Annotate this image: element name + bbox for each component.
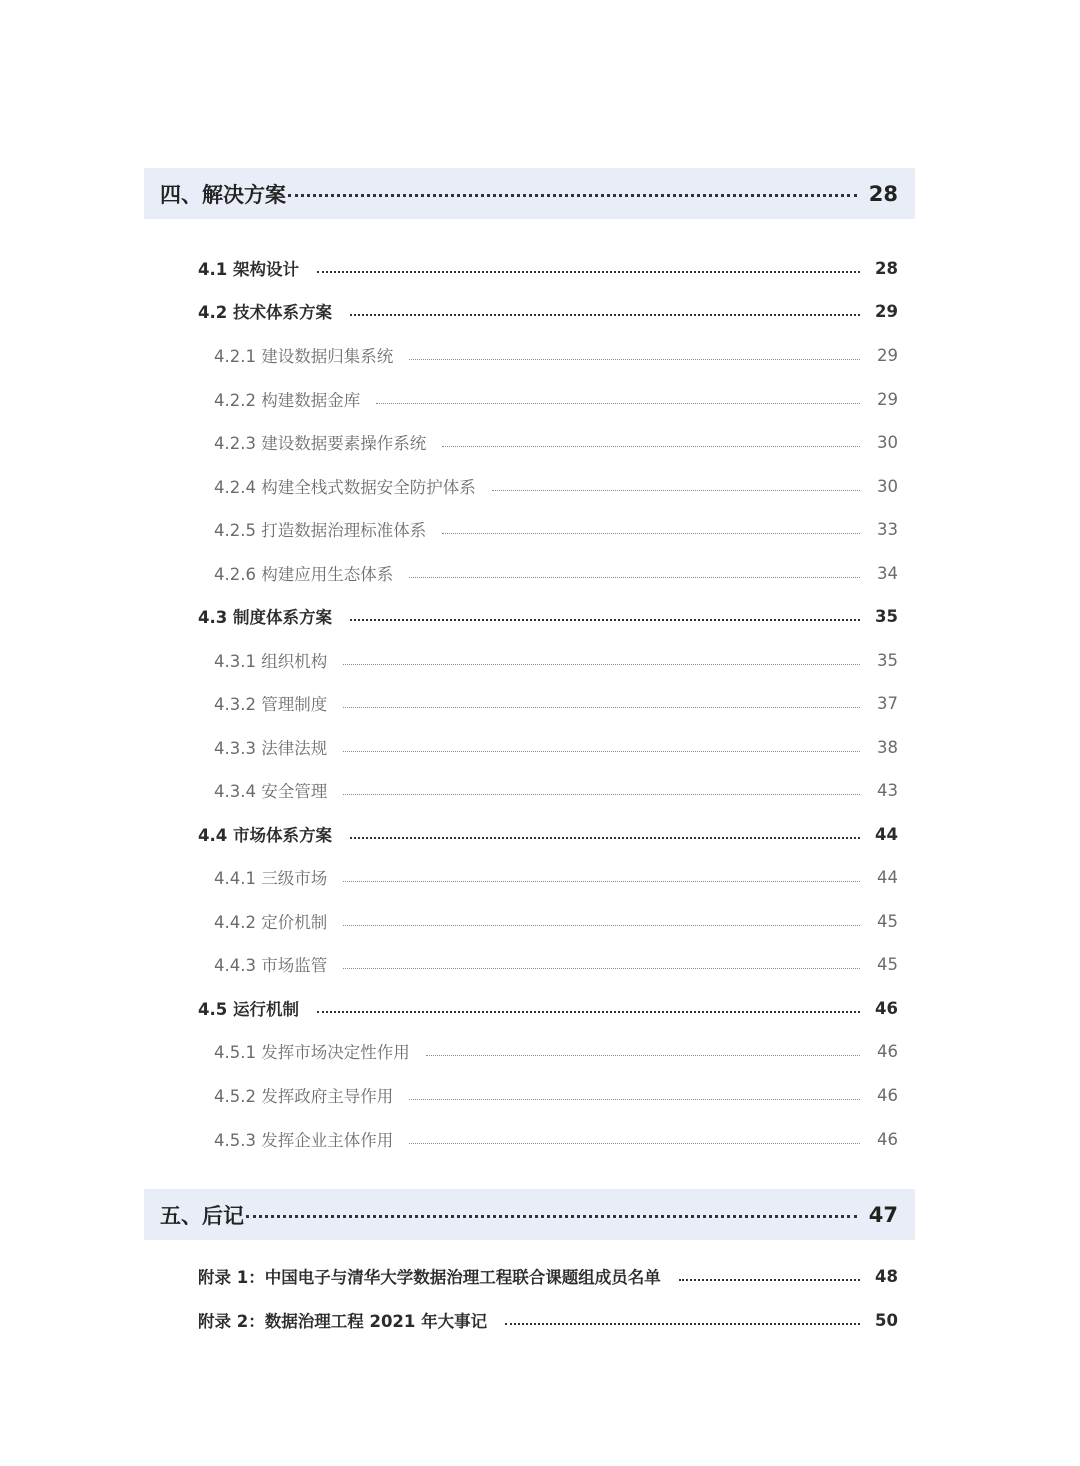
page-number: 35 — [877, 650, 898, 670]
dot-leader — [442, 446, 860, 447]
entry-title: 4.3.3 法律法规 — [214, 739, 328, 758]
page-number: 48 — [875, 1266, 898, 1286]
dot-leader — [505, 1323, 860, 1325]
page-number: 37 — [877, 693, 898, 713]
toc-entry-4-4-2[interactable] — [214, 906, 898, 936]
entry-title: 4.2.5 打造数据治理标准体系 — [214, 521, 427, 540]
page-number: 44 — [877, 867, 898, 887]
page-number: 50 — [875, 1310, 898, 1330]
page-number: 29 — [877, 389, 898, 409]
entry-title: 4.4.1 三级市场 — [214, 869, 328, 888]
toc-entry-4-3-3[interactable] — [214, 732, 898, 762]
entry-title: 4.2.6 构建应用生态体系 — [214, 565, 394, 584]
entry-title: 4.5.2 发挥政府主导作用 — [214, 1087, 394, 1106]
page-number: 30 — [877, 432, 898, 452]
toc-entry-4-2-3[interactable] — [214, 427, 898, 457]
dot-leader — [343, 794, 860, 795]
toc-entry-4-4-1[interactable] — [214, 862, 898, 892]
page-number: 28 — [875, 258, 898, 278]
dot-leader — [442, 533, 860, 534]
dot-leader — [246, 1215, 857, 1218]
toc-entry-4-4-3[interactable] — [214, 949, 898, 979]
entry-title: 4.3 制度体系方案 — [198, 608, 332, 627]
toc-appendix-2[interactable] — [198, 1305, 898, 1335]
toc-entry-4-3-1[interactable] — [214, 645, 898, 675]
dot-leader — [350, 314, 860, 316]
page-number: 46 — [875, 998, 898, 1018]
dot-leader — [343, 925, 860, 926]
toc-appendix-1[interactable] — [198, 1261, 898, 1291]
dot-leader — [288, 194, 857, 197]
dot-leader — [317, 271, 860, 273]
entry-title: 附录 1：中国电子与清华大学数据治理工程联合课题组成员名单 — [198, 1268, 661, 1287]
toc-entry-4-2-1[interactable] — [214, 340, 898, 370]
page-number: 44 — [875, 824, 898, 844]
dot-leader — [343, 968, 860, 969]
entry-title: 4.2.2 构建数据金库 — [214, 391, 361, 410]
dot-leader — [376, 403, 860, 404]
entry-title: 4.5 运行机制 — [198, 1000, 299, 1019]
entry-title: 4.4.3 市场监管 — [214, 956, 328, 975]
page-number: 29 — [877, 345, 898, 365]
toc-entry-4-5-2[interactable] — [214, 1080, 898, 1110]
toc-entry-4-5[interactable] — [198, 993, 898, 1023]
page-number: 45 — [877, 954, 898, 974]
entry-title: 4.2.3 建设数据要素操作系统 — [214, 434, 427, 453]
dot-leader — [409, 1099, 860, 1100]
toc-entry-4-4[interactable] — [198, 819, 898, 849]
dot-leader — [350, 837, 860, 839]
toc-entry-4-3-4[interactable] — [214, 775, 898, 805]
entry-title: 4.5.3 发挥企业主体作用 — [214, 1131, 394, 1150]
dot-leader — [426, 1055, 860, 1056]
page-number: 34 — [877, 563, 898, 583]
dot-leader — [343, 751, 860, 752]
page-number: 46 — [877, 1085, 898, 1105]
dot-leader — [317, 1011, 860, 1013]
page-number: 28 — [868, 181, 898, 206]
page-number: 43 — [877, 780, 898, 800]
section-title: 四、解决方案 — [160, 182, 286, 207]
entry-title: 4.3.1 组织机构 — [214, 652, 328, 671]
entry-title: 4.1 架构设计 — [198, 260, 299, 279]
toc-entry-4-5-1[interactable] — [214, 1036, 898, 1066]
entry-title: 4.4.2 定价机制 — [214, 913, 328, 932]
dot-leader — [343, 881, 860, 882]
dot-leader — [409, 359, 860, 360]
dot-leader — [679, 1279, 860, 1281]
page-number: 33 — [877, 519, 898, 539]
entry-title: 4.4 市场体系方案 — [198, 826, 332, 845]
entry-title: 4.3.4 安全管理 — [214, 782, 328, 801]
page-number: 45 — [877, 911, 898, 931]
entry-title: 4.2.4 构建全栈式数据安全防护体系 — [214, 478, 476, 497]
toc-entry-4-3-2[interactable] — [214, 688, 898, 718]
entry-title: 4.2 技术体系方案 — [198, 303, 332, 322]
page-number: 30 — [877, 476, 898, 496]
toc-entry-4-2[interactable] — [198, 296, 898, 326]
page-number: 35 — [875, 606, 898, 626]
entry-title: 4.5.1 发挥市场决定性作用 — [214, 1043, 410, 1062]
dot-leader — [409, 1143, 860, 1144]
dot-leader — [350, 619, 860, 621]
page-number: 38 — [877, 737, 898, 757]
toc-entry-4-2-4[interactable] — [214, 471, 898, 501]
entry-title: 4.3.2 管理制度 — [214, 695, 328, 714]
section-title: 五、后记 — [160, 1203, 244, 1228]
toc-entry-4-1[interactable] — [198, 253, 898, 283]
page-number: 47 — [868, 1202, 898, 1227]
page-number: 46 — [877, 1041, 898, 1061]
dot-leader — [409, 577, 860, 578]
dot-leader — [492, 490, 860, 491]
toc-section-5[interactable] — [144, 1189, 915, 1240]
page-number: 46 — [877, 1129, 898, 1149]
toc-entry-4-3[interactable] — [198, 601, 898, 631]
entry-title: 附录 2：数据治理工程 2021 年大事记 — [198, 1312, 488, 1331]
dot-leader — [343, 664, 860, 665]
toc-section-4[interactable] — [144, 168, 915, 219]
toc-entry-4-2-5[interactable] — [214, 514, 898, 544]
dot-leader — [343, 707, 860, 708]
toc-entry-4-5-3[interactable] — [214, 1124, 898, 1154]
entry-title: 4.2.1 建设数据归集系统 — [214, 347, 394, 366]
page-number: 29 — [875, 301, 898, 321]
toc-entry-4-2-6[interactable] — [214, 558, 898, 588]
toc-entry-4-2-2[interactable] — [214, 384, 898, 414]
